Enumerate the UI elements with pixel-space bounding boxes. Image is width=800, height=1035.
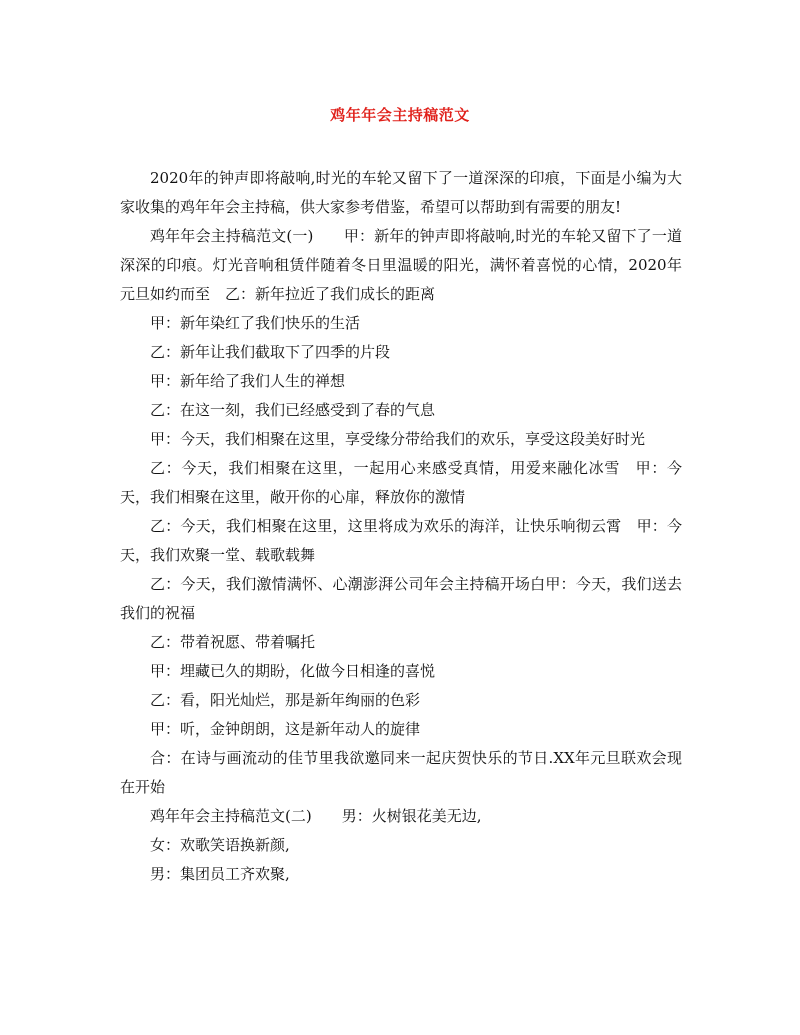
paragraph-2: 鸡年年会主持稿范文(一) 甲：新年的钟声即将敲响,时光的车轮又留下了一道深深的印痕。灯光音响租赁伴随着冬日里温暖的阳光，满怀着喜悦的心情，2020年元旦如约而至 乙：新年拉近了我们成长的距离 [120,227,682,303]
paragraph-8: 乙：今天，我们相聚在这里，一起用心来感受真情，用爱来融化冰雪 甲：今天，我们相聚在这里，敞开你的心扉，释放你的激情 [120,459,682,506]
document-body [120,164,682,889]
paragraph-3: 甲：新年染红了我们快乐的生活 [150,314,361,332]
paragraph-13: 乙：看，阳光灿烂，那是新年绚丽的色彩 [150,691,421,709]
paragraph-14: 甲：听，金钟朗朗，这是新年动人的旋律 [150,720,421,738]
paragraph-10: 乙：今天，我们激情满怀、心潮澎湃公司年会主持稿开场白甲：今天，我们送去我们的祝福 [120,575,682,622]
paragraph-4: 乙：新年让我们截取下了四季的片段 [150,343,391,361]
paragraph-16: 鸡年年会主持稿范文(二) 男：火树银花美无边, [150,807,482,825]
paragraph-18: 男：集团员工齐欢聚, [150,865,290,883]
paragraph-11: 乙：带着祝愿、带着嘱托 [150,633,316,651]
paragraph-7: 甲：今天，我们相聚在这里，享受缘分带给我们的欢乐，享受这段美好时光 [150,430,646,448]
paragraph-15: 合：在诗与画流动的佳节里我欲邀同来一起庆贺快乐的节日.XX年元旦联欢会现在开始 [120,749,682,796]
paragraph-6: 乙：在这一刻，我们已经感受到了春的气息 [150,401,436,419]
paragraph-12: 甲：埋藏已久的期盼，化做今日相逢的喜悦 [150,662,436,680]
document-title: 鸡年年会主持稿范文 [330,106,470,124]
paragraph-9: 乙：今天，我们相聚在这里，这里将成为欢乐的海洋，让快乐响彻云霄 甲：今天，我们欢聚一堂、载歌载舞 [120,517,682,564]
paragraph-5: 甲：新年给了我们人生的禅想 [150,372,346,390]
paragraph-17: 女：欢歌笑语换新颜, [150,836,290,854]
paragraph-1: 2020年的钟声即将敲响,时光的车轮又留下了一道深深的印痕，下面是小编为大家收集的鸡年年会主持稿，供大家参考借鉴，希望可以帮助到有需要的朋友! [120,169,682,216]
